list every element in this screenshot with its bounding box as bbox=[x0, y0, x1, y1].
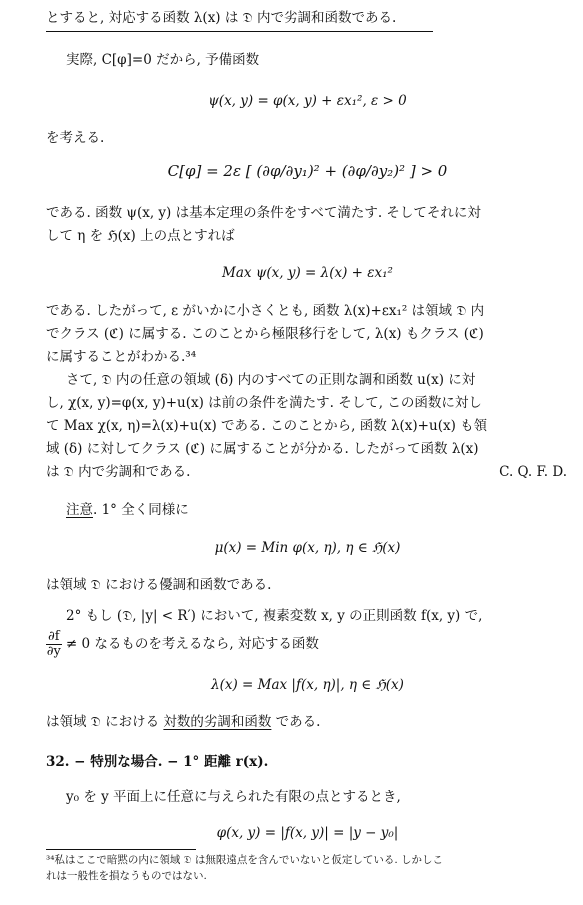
text-line-4: である. 函数 ψ(x, y) は基本定理の条件をすべて満たす. そしてそれに対 bbox=[46, 205, 481, 221]
text-line-17-c: である. bbox=[271, 714, 321, 730]
note-text: . 1° 全く同様に bbox=[93, 502, 189, 518]
text-line-17-a: は領域 𝔇 における bbox=[46, 714, 164, 730]
section-heading: 32. − 特別な場合. − 1° 距離 r(x). bbox=[46, 754, 269, 770]
equation-lambda: λ(x) = Max |f(x, η)|, η ∈ ℌ(x) bbox=[211, 677, 404, 693]
text-line-11: て Max χ(x, η)=λ(x)+u(x) である. このことから, 函数 λ(x)+u(x) も領 bbox=[46, 418, 488, 434]
text-line-3: を考える. bbox=[46, 130, 105, 146]
footnote-line-2: れは一般性を損なうものではない. bbox=[46, 870, 207, 882]
fraction-numerator: ∂f bbox=[48, 629, 60, 644]
text-line-10: し, χ(x, y)=φ(x, y)+u(x) は前の条件を満たす. そして, この函数に対し bbox=[46, 395, 482, 411]
equation-c-phi: C[φ] = 2ε [ (∂φ/∂y₁)² + (∂φ/∂y₂)² ] > 0 bbox=[167, 162, 448, 180]
top-underline bbox=[46, 31, 433, 32]
text-line-9: さて, 𝔇 内の任意の領域 (δ) 内のすべての正則な調和函数 u(x) に対 bbox=[66, 372, 476, 388]
text-line-13: は 𝔇 内で劣調和である. bbox=[46, 464, 191, 480]
text-line-16-rest: ≠ 0 なるものを考えるなら, 対応する函数 bbox=[65, 636, 319, 652]
equation-mu: μ(x) = Min φ(x, η), η ∈ ℌ(x) bbox=[214, 540, 401, 556]
text-line-2: 実際, C[φ]=0 だから, 予備函数 bbox=[66, 52, 260, 68]
text-line-5: して η を ℌ(x) 上の点とすれば bbox=[46, 228, 235, 244]
text-line-8: に属することがわかる.³⁴ bbox=[46, 349, 197, 365]
text-line-17 bbox=[46, 712, 569, 732]
note-label: 注意 bbox=[66, 502, 93, 518]
text-line-1: とすると, 対応する函数 λ(x) は 𝔇 内で劣調和函数である. bbox=[46, 10, 397, 26]
log-subharmonic-term: 対数的劣調和函数 bbox=[163, 714, 272, 730]
equation-psi: ψ(x, y) = φ(x, y) + εx₁², ε > 0 bbox=[208, 93, 407, 109]
partial-fraction bbox=[46, 630, 62, 659]
text-line-14: は領域 𝔇 における優調和函数である. bbox=[46, 577, 272, 593]
text-line-16 bbox=[46, 628, 569, 660]
note-line bbox=[66, 500, 569, 520]
equation-phi-distance: φ(x, y) = |f(x, y)| = |y − y₀| bbox=[216, 825, 399, 841]
text-line-6: である. したがって, ε がいかに小さくとも, 函数 λ(x)+εx₁² は領域 𝔇 内 bbox=[46, 303, 485, 319]
text-line-18: y₀ を y 平面上に任意に与えられた有限の点とするとき, bbox=[66, 789, 401, 805]
text-line-12: 域 (δ) に対してクラス (ℭ) に属することが分かる. したがって函数 λ(x) bbox=[46, 441, 479, 457]
qed-mark: C. Q. F. D. bbox=[499, 464, 567, 480]
text-line-7: でクラス (ℭ) に属する. このことから極限移行をして, λ(x) もクラス (ℭ) bbox=[46, 326, 484, 342]
fraction-denominator: ∂y bbox=[46, 644, 61, 659]
text-line-15: 2° もし (𝔇, |y| < R′) において, 複素変数 x, y の正則函数 f(x, y) で, bbox=[66, 608, 483, 624]
footnote-rule bbox=[46, 849, 196, 850]
footnote-line-1: ³⁴私はここで暗黙の内に領域 𝔇 は無限遠点を含んでいないと仮定している. しかしこ bbox=[46, 854, 444, 866]
equation-max-psi: Max ψ(x, y) = λ(x) + εx₁² bbox=[222, 265, 393, 281]
